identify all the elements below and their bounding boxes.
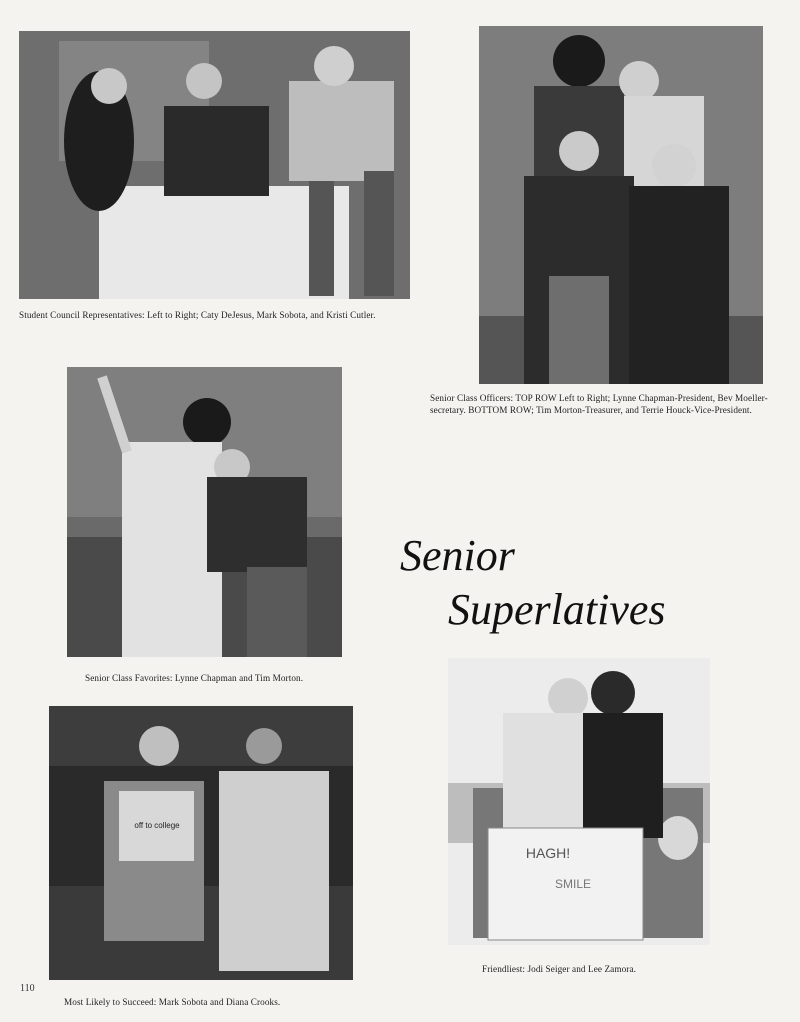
photo-student-council [19,31,410,299]
caption-friendliest: Friendliest: Jodi Seiger and Lee Zamora. [482,964,637,974]
page-title-line2: Superlatives [448,585,666,634]
caption-most-likely: Most Likely to Succeed: Mark Sobota and Diana Crooks. [64,997,281,1007]
photo-class-favorites [67,367,342,657]
class-officers-image [479,26,763,384]
class-favorites-image [67,367,342,657]
friendliest-image [448,658,710,945]
most-likely-image [49,706,353,980]
student-council-image [19,31,410,299]
page-number: 110 [20,983,35,994]
sign-text-1: HAGH! [525,845,571,861]
photo-friendliest [448,658,710,945]
caption-class-officers: Senior Class Officers: TOP ROW Left to Right; Lynne Chapman-President, Bev Moeller-secretary. BOTTOM ROW; Tim Morton-Treasurer, and Terrie Houck-Vice-President. [430,393,768,415]
page-title-line1: Senior [400,531,515,580]
photo-most-likely [49,706,353,980]
sign-text-2: SMILE [554,877,592,891]
photo-class-officers [479,26,763,384]
caption-class-favorites: Senior Class Favorites: Lynne Chapman and Tim Morton. [85,673,304,683]
book-cover-text: off to college [134,821,180,830]
caption-student-council: Student Council Representatives: Left to Right; Caty DeJesus, Mark Sobota, and Kristi Cutler. [19,310,376,320]
